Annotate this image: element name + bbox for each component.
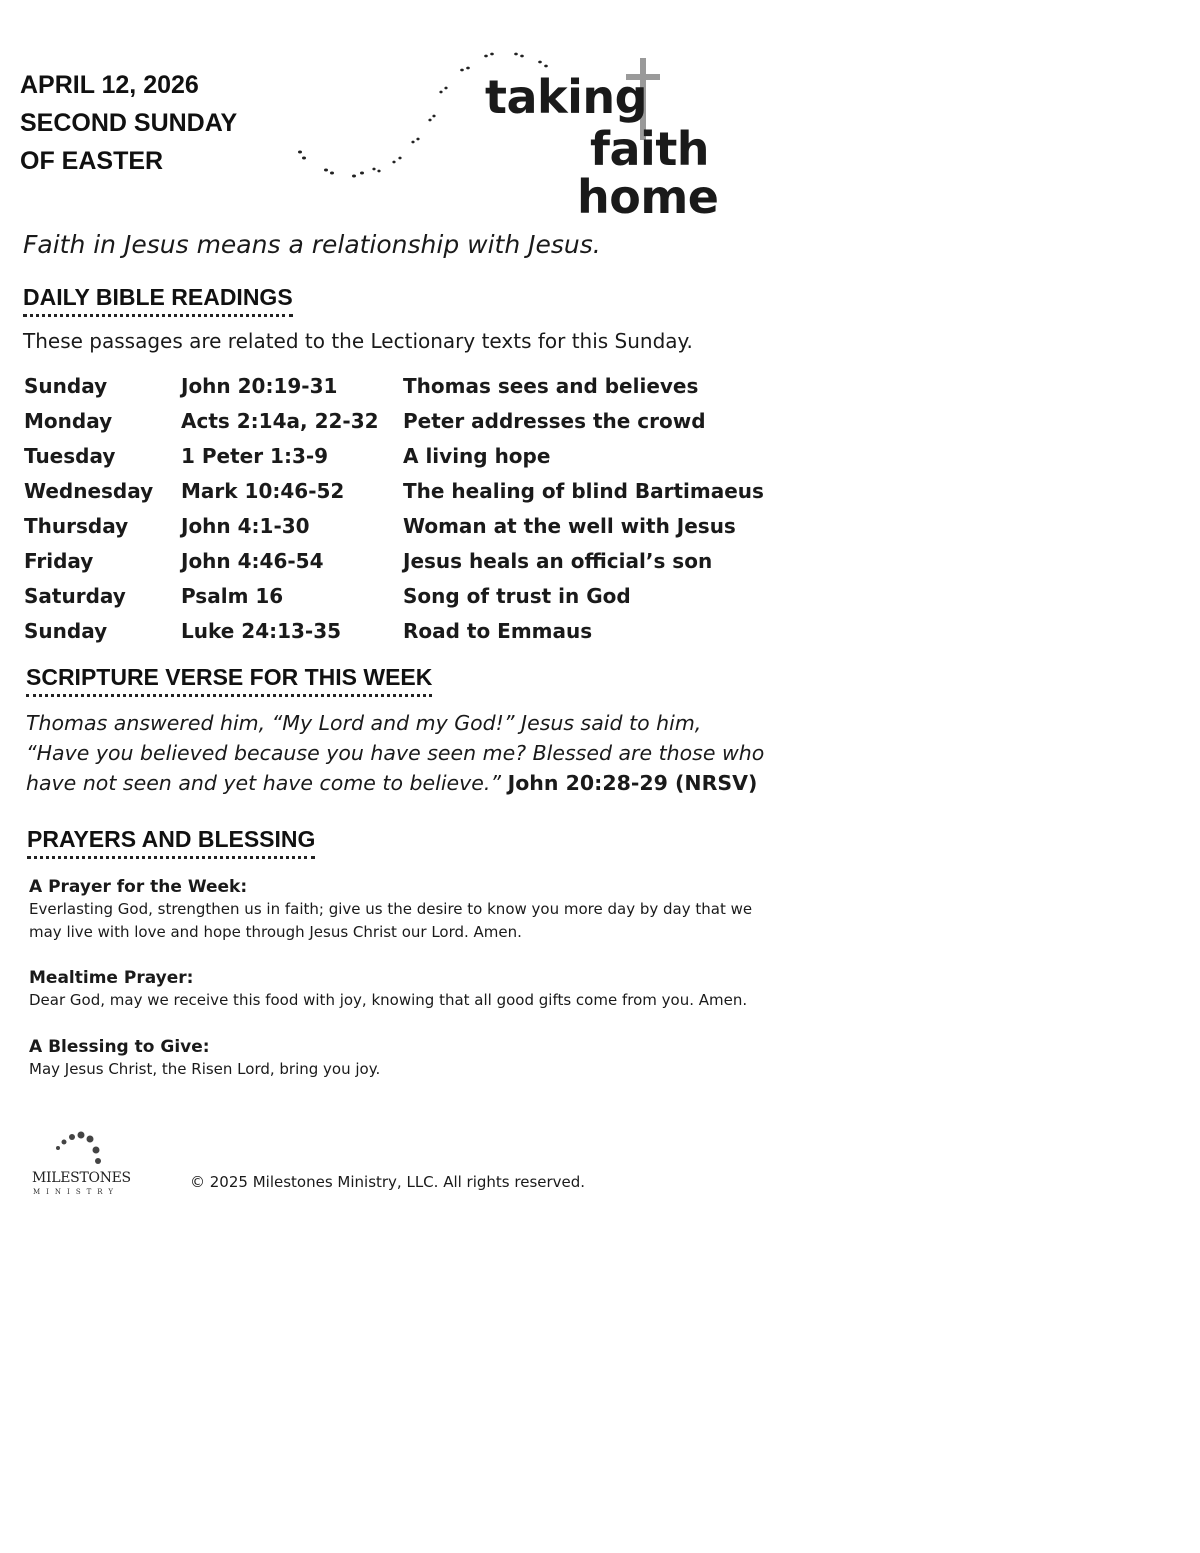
mealtime-prayer — [29, 967, 759, 1012]
taking-faith-home-logo — [290, 40, 730, 230]
reading-description: Song of trust in God — [403, 584, 631, 608]
tagline: Faith in Jesus means a relationship with Jesus. — [23, 230, 601, 259]
reading-row — [23, 543, 783, 578]
prayer-week-title: A Prayer for the Week: — [29, 877, 248, 897]
milestones-name: MILESTONES — [32, 1170, 131, 1186]
date-block — [20, 66, 237, 180]
reading-row — [23, 473, 783, 508]
reading-row — [23, 613, 783, 648]
reading-reference: Acts 2:14a, 22-32 — [181, 409, 379, 433]
reading-description: Thomas sees and believes — [403, 374, 699, 398]
logo-word-faith: faith — [590, 122, 710, 176]
mealtime-text: Dear God, may we receive this food with joy, knowing that all good gifts come from you. Amen. — [29, 991, 748, 1009]
reading-day: Wednesday — [24, 479, 154, 503]
reading-day: Tuesday — [24, 444, 116, 468]
blessing-title: A Blessing to Give: — [29, 1037, 210, 1057]
reading-day: Saturday — [24, 584, 126, 608]
scripture-text: Thomas answered him, “My Lord and my God!” Jesus said to him, “Have you believed because you have seen me? Blessed are those who have not seen and yet have come to believe.” — [26, 711, 765, 795]
reading-description: Peter addresses the crowd — [403, 409, 706, 433]
milestones-sub: MINISTRY — [33, 1188, 119, 1196]
date: APRIL 12, 2026 — [20, 71, 199, 99]
scripture-reference: John 20:28-29 (NRSV) — [507, 771, 758, 795]
prayer-for-week — [29, 876, 759, 944]
reading-day: Monday — [24, 409, 113, 433]
reading-row — [23, 368, 783, 403]
scripture-heading: SCRIPTURE VERSE FOR THIS WEEK — [26, 664, 432, 697]
reading-reference: 1 Peter 1:3-9 — [181, 444, 329, 468]
prayer-week-text: Everlasting God, strengthen us in faith; give us the desire to know you more day by day that we may live with love and hope through Jesus Christ our Lord. Amen. — [29, 900, 753, 941]
reading-row — [23, 438, 783, 473]
daily-readings-heading: DAILY BIBLE READINGS — [23, 284, 293, 317]
reading-reference: Luke 24:13-35 — [181, 619, 342, 643]
occasion-line-1: SECOND SUNDAY — [20, 109, 238, 137]
reading-reference: John 4:46-54 — [181, 549, 324, 573]
reading-description: Woman at the well with Jesus — [403, 514, 736, 538]
reading-day: Sunday — [24, 374, 108, 398]
reading-row — [23, 508, 783, 543]
reading-day: Friday — [24, 549, 94, 573]
reading-reference: John 20:19-31 — [181, 374, 338, 398]
stepping-stones-icon — [30, 1128, 130, 1173]
reading-reference: John 4:1-30 — [181, 514, 310, 538]
reading-reference: Mark 10:46-52 — [181, 479, 345, 503]
scripture-verse — [26, 708, 766, 798]
reading-row — [23, 578, 783, 613]
logo-word-taking: taking — [485, 70, 648, 124]
reading-description: Road to Emmaus — [403, 619, 593, 643]
reading-description: The healing of blind Bartimaeus — [403, 479, 764, 503]
blessing — [29, 1036, 759, 1081]
reading-day: Thursday — [24, 514, 129, 538]
reading-description: A living hope — [403, 444, 551, 468]
reading-description: Jesus heals an official’s son — [403, 549, 713, 573]
reading-row — [23, 403, 783, 438]
blessing-text: May Jesus Christ, the Risen Lord, bring you joy. — [29, 1060, 381, 1078]
reading-day: Sunday — [24, 619, 108, 643]
occasion-line-2: OF EASTER — [20, 147, 164, 175]
milestones-logo — [30, 1128, 130, 1203]
prayers-heading: PRAYERS AND BLESSING — [27, 826, 315, 859]
readings-intro: These passages are related to the Lectionary texts for this Sunday. — [23, 329, 693, 353]
mealtime-title: Mealtime Prayer: — [29, 968, 194, 988]
copyright: © 2025 Milestones Ministry, LLC. All rights reserved. — [190, 1173, 586, 1191]
logo-word-home: home — [577, 170, 719, 224]
readings-table — [23, 368, 783, 648]
reading-reference: Psalm 16 — [181, 584, 284, 608]
